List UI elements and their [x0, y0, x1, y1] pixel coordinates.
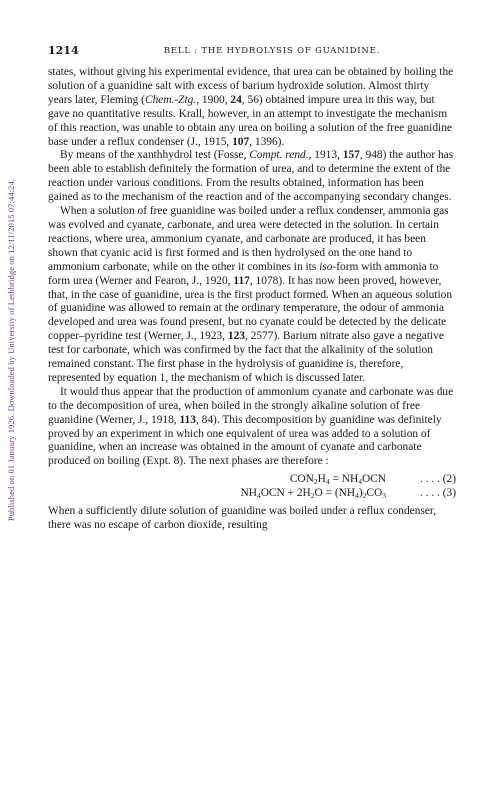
paragraph-4: [48, 386, 456, 469]
p4-volume: 113: [179, 413, 196, 426]
paragraph-5: [48, 505, 456, 533]
p2-text-e: , 948) the author has been able to establish definitely the formation of urea, and to determine the extent of the reaction under various conditions. From the results obtained, information has been gained as to the mechanism of the reaction and of the accompanying secondary changes.: [48, 149, 454, 204]
page-header: [48, 44, 456, 58]
equation-3-number: . . . . (3): [419, 487, 456, 500]
running-head: BELL : THE HYDROLYSIS OF GUANIDINE.: [163, 46, 381, 56]
p5-text-a: When a sufficiently dilute solution of guanidine was boiled under a reflux condenser, there was no escape of carbon dioxide, resulting: [48, 505, 437, 532]
p3-text-c: -form with ammonia to form urea (Werner and Fearon, J., 1920,: [48, 260, 439, 287]
p3-volume: 117: [233, 274, 250, 287]
p1-volume-2: 107: [232, 135, 250, 148]
equation-block: [48, 473, 456, 501]
equation-2-number: . . . . (2): [419, 473, 456, 486]
equation-2-formula: $CON_2H_4 = NH_4OCN$: [289, 473, 386, 487]
equation-3-formula: $NH_4OCN + 2H_2O = (NH_4)_2CO_3$: [240, 487, 386, 501]
download-notice: Published on 01 January 1926. Downloaded by University of Lethbridge on 12/11/2015 07:44:24.: [6, 178, 16, 522]
p4-text-c: , 84). This decomposition by guanidine was definitely proved by an experiment in which one equivalent of urea was added to a solution of guanidine, when an increase was obtained in the amount of cyanate and carbonate produced on boiling (Expt. 8). The next phases are therefore :: [48, 413, 442, 468]
p2-journal-title: Compt. rend.: [249, 149, 309, 162]
p1-text-e: , 56) obtained impure urea in this way, but gave no quantitative results. Krall, however, in an attempt to investigate the mechanism of this reaction, was unable to obtain any urea on boiling a solution of the free guanidine base under a reflux condenser (J., 1915,: [48, 93, 452, 148]
p3-text-g: , 2577). Barium nitrate also gave a negative test for carbonate, which was confirmed by the fact that the alkalinity of the solution remained constant. The first phase in the hydrolysis of guanidine is, therefore, represented by equation 1, the mechanism of which is discussed later.: [48, 330, 444, 384]
p1-volume: 24: [230, 93, 242, 106]
equation-2: [48, 473, 456, 487]
page-number: 1214: [48, 44, 79, 57]
article-body: [48, 66, 456, 533]
p3-text-e: , 1078). It has now been proved, however, that, in the case of guanidine, urea is the first product formed. When an aqueous solution of guanidine was allowed to remain at the ordinary temperature, the odour of ammonia developed and urea was found present, but no cyanate could be detected by the delicate copper–pyridine test (Werner, J., 1923,: [48, 274, 453, 343]
p3-volume-2: 123: [227, 330, 245, 343]
p1-journal-title: Chem.-Ztg.: [144, 93, 197, 106]
download-notice-margin: [4, 70, 18, 630]
p2-volume: 157: [342, 149, 360, 162]
paragraph-2: [48, 149, 456, 205]
p1-text-c: , 1900,: [196, 93, 231, 106]
p3-text-a: When a solution of free guanidine was boiled under a reflux condenser, ammonia gas was evolved and cyanate, carbonate, and urea were detected in the solution. In certain reactions, where urea, ammonium cyanate, and carbonate are produced, it has been shown that cyanic acid is first formed and is then hydrolysed on the one hand to ammonium carbonate, while on the other it combines in its: [48, 205, 449, 273]
p3-iso-prefix: iso: [319, 260, 333, 273]
p4-text-a: It would thus appear that the production of ammonium cyanate and carbonate was due to the decomposition of urea, when boiled in the strongly alkaline solution of free guanidine (Werner, J., 1918,: [48, 385, 454, 426]
p2-text-a: By means of the xanthhydrol test (Fosse,: [60, 149, 250, 162]
paragraph-3: [48, 205, 456, 386]
p2-text-c: , 1913,: [308, 149, 343, 162]
equation-3: [48, 487, 456, 501]
paragraph-1: [48, 66, 456, 149]
p1-text-a: states, without giving his experimental evidence, that urea can be obtained by boiling the solution of a guanidine salt with excess of barium hydroxide solution. Almost thirty years later, Fleming (: [48, 66, 454, 106]
p1-text-g: , 1396).: [249, 135, 285, 148]
